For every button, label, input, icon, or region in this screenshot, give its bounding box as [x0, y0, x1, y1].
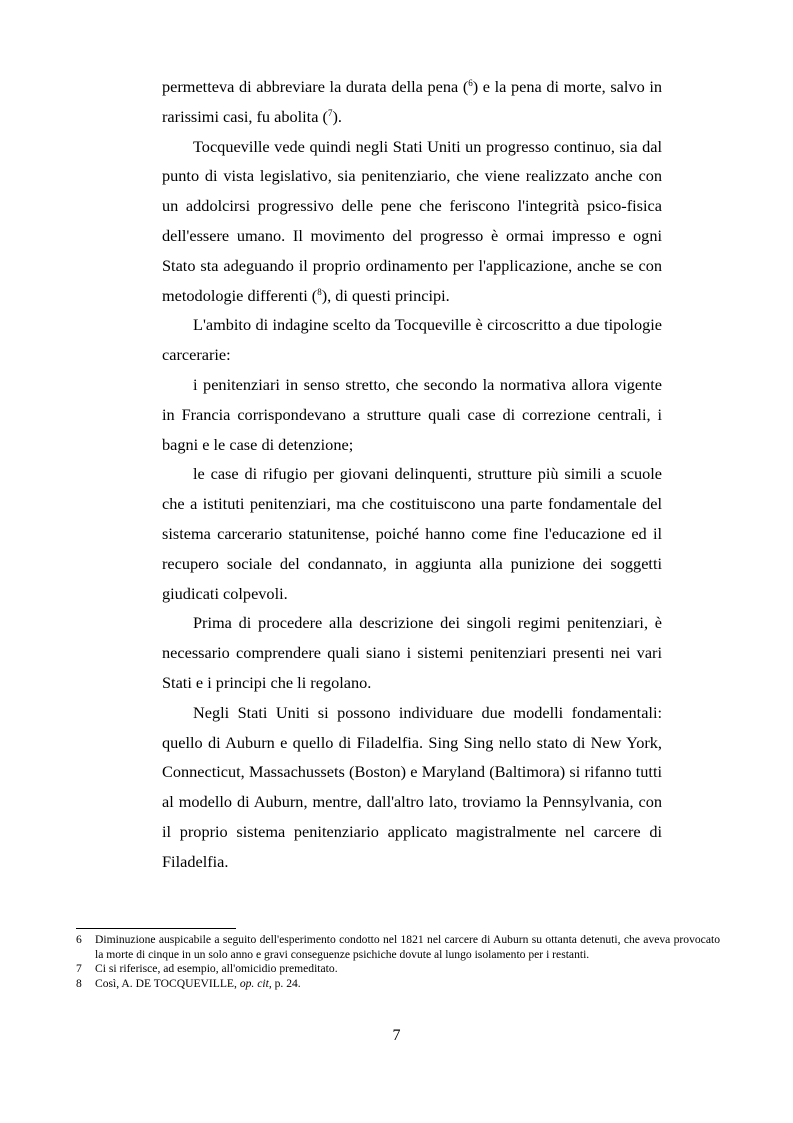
body-text: [162, 72, 662, 877]
footnote-ref-7[interactable]: 7: [327, 107, 333, 118]
paragraph-1-text-b: ) e la pena di morte, salvo in rarissimi casi, fu abolita (: [162, 77, 662, 126]
footnote-ref-8[interactable]: 8: [317, 286, 322, 297]
footnote-number: 7: [76, 962, 82, 976]
footnote-number: 6: [76, 933, 82, 946]
paragraph-6: Prima di procedere alla descrizione dei singoli regimi penitenziari, è necessario comprendere quali siano i sistemi penitenziari presenti nei vari Stati e i principi che li regolano.: [162, 613, 662, 692]
footnote-citation-italic: op. cit: [239, 976, 269, 990]
paragraph-2-text-b: ), di questi principi.: [321, 285, 450, 305]
paragraph-7: Negli Stati Uniti si possono individuare due modelli fondamentali: quello di Auburn e quello di Filadelfia. Sing Sing nello stato di New York, Connecticut, Massachussets (Boston) e Maryland (Baltimora) si rifanno tutti al modello di Auburn, mentre, dall'altro lato, troviamo la Pennsylvania, con il proprio sistema penitenziario applicato magistralmente nel carcere di Filadelfia.: [162, 702, 662, 871]
footnote-6: [76, 933, 720, 962]
footnote-text: Diminuzione auspicabile a seguito dell'esperimento condotto nel 1821 nel carcere di Auburn su ottanta detenuti, che aveva provocato la morte di cinque in un solo anno e gravi conseguenze psichiche dovute al lungo isolamento per i restanti.: [95, 933, 720, 961]
footnotes: [76, 933, 720, 991]
page-number: 7: [392, 1027, 401, 1044]
paragraph-2-text-a: Tocqueville vede quindi negli Stati Uniti un progresso continuo, sia dal punto di vista legislativo, sia penitenziario, che viene realizzato anche con un addolcirsi progressivo delle pene che feriscono l'integrità psico-fisica dell'essere umano. Il movimento del progresso è ormai impresso e ogni Stato sta adeguando il proprio ordinamento per l'applicazione, anche se con metodologie differenti (: [162, 136, 662, 305]
footnote-8: [76, 977, 720, 992]
paragraph-3: L'ambito di indagine scelto da Tocqueville è circoscritto a due tipologie carcerarie:: [162, 315, 662, 365]
paragraph-2: [162, 132, 662, 311]
paragraph-1-text-c: ).: [332, 106, 342, 126]
paragraph-4: i penitenziari in senso stretto, che secondo la normativa allora vigente in Francia corrispondevano a strutture quali case di correzione centrali, i bagni e le case di detenzione;: [162, 374, 662, 454]
paragraph-5: le case di rifugio per giovani delinquenti, strutture più simili a scuole che a istituti penitenziari, ma che costituiscono una parte fondamentale del sistema carcerario statunitense, poiché hanno come fine l'educazione ed il recupero sociale del condannato, in aggiunta alla punizione dei soggetti giudicati colpevoli.: [162, 464, 662, 603]
footnote-divider: [76, 928, 236, 929]
footnote-citation-author: Così, A. DE TOCQUEVILLE,: [95, 976, 240, 990]
footnote-ref-6[interactable]: 6: [468, 78, 473, 88]
footnote-7: [76, 962, 720, 977]
footnote-number: 8: [76, 976, 82, 990]
footnote-text: Ci si riferisce, ad esempio, all'omicidio premeditato.: [95, 962, 338, 976]
footnote-text: [95, 977, 720, 992]
footnote-citation-page: , p. 24.: [268, 976, 301, 990]
paragraph-1: [162, 72, 662, 132]
paragraph-1-text-a: permetteva di abbreviare la durata della pena (: [162, 77, 469, 96]
